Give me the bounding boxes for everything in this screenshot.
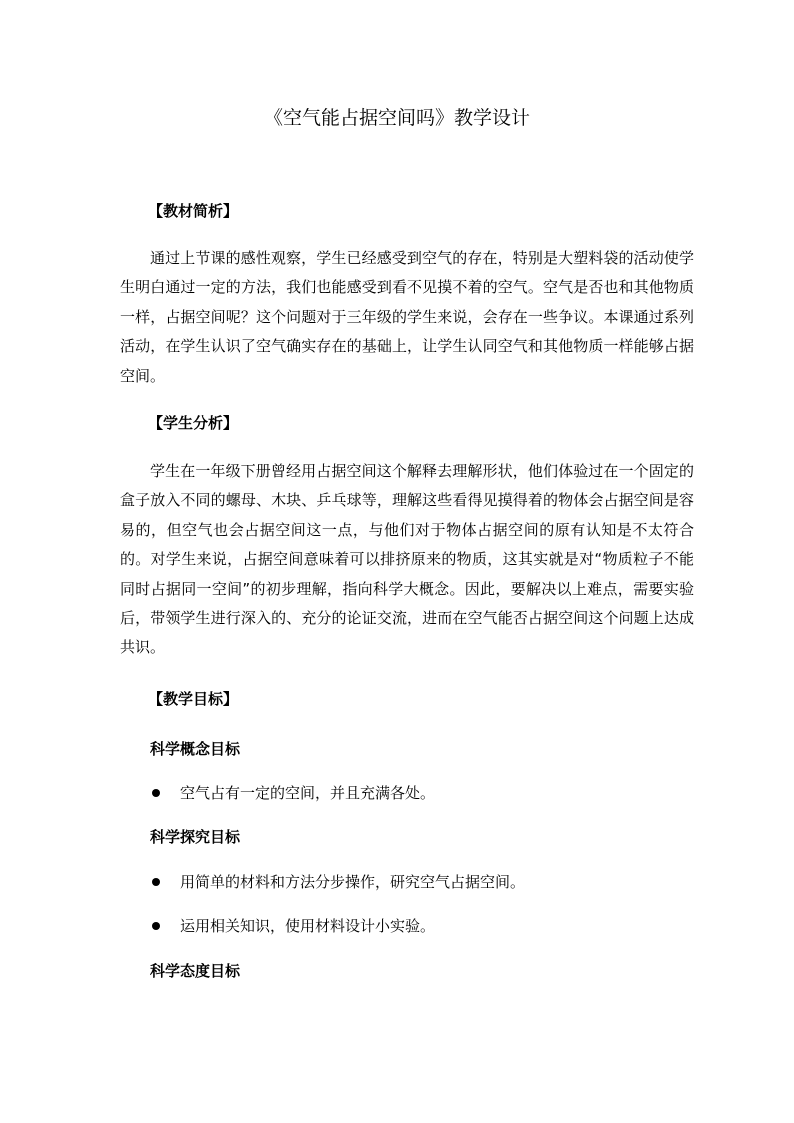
subheading-concept-goal: 科学概念目标 bbox=[150, 740, 241, 758]
subheading-inquiry-goal: 科学探究目标 bbox=[150, 828, 241, 846]
subheading-attitude-goal: 科学态度目标 bbox=[150, 962, 241, 980]
bullet-text: 空气占有一定的空间，并且充满各处。 bbox=[180, 784, 436, 802]
section-heading-goals: 【教学目标】 bbox=[148, 690, 239, 708]
paragraph-students: 学生在一年级下册曾经用占据空间这个解释去理解形状，他们体验过在一个固定的盒子放入不同的螺母、木块、乒乓球等，理解这些看得见摸得着的物体会占据空间是容易的，但空气也会占据空间这一点，与他们对于物体占据空间的原有认知是不太符合的。对学生来说，占据空间意味着可以排挤原来的物质，这其实就是对“物质粒子不能同时占据同一空间”的初步理解，指向科学大概念。因此，要解决以上难点，需要实验后，带领学生进行深入的、充分的论证交流，进而在空气能否占据空间这个问题上达成共识。 bbox=[120, 462, 694, 657]
bullet-item bbox=[152, 871, 525, 893]
bullet-text: 运用相关知识，使用材料设计小实验。 bbox=[180, 917, 436, 935]
bullet-text: 用简单的材料和方法分步操作，研究空气占据空间。 bbox=[180, 873, 526, 891]
bullet-item bbox=[152, 782, 435, 804]
section-heading-material: 【教材简析】 bbox=[148, 202, 239, 220]
document-title: 《空气能占据空间吗》教学设计 bbox=[263, 107, 530, 129]
bullet-dot-icon bbox=[152, 878, 160, 886]
bullet-item bbox=[152, 915, 435, 937]
section-heading-students: 【学生分析】 bbox=[148, 414, 239, 432]
bullet-dot-icon bbox=[152, 922, 160, 930]
paragraph-material: 通过上节课的感性观察，学生已经感受到空气的存在，特别是大塑料袋的活动使学生明白通过一定的方法，我们也能感受到看不见摸不着的空气。空气是否也和其他物质一样，占据空间呢？这个问题对于三年级的学生来说，会存在一些争议。本课通过系列活动，在学生认识了空气确实存在的基础上，让学生认同空气和其他物质一样能够占据空间。 bbox=[120, 249, 694, 385]
bullet-dot-icon bbox=[152, 789, 160, 797]
